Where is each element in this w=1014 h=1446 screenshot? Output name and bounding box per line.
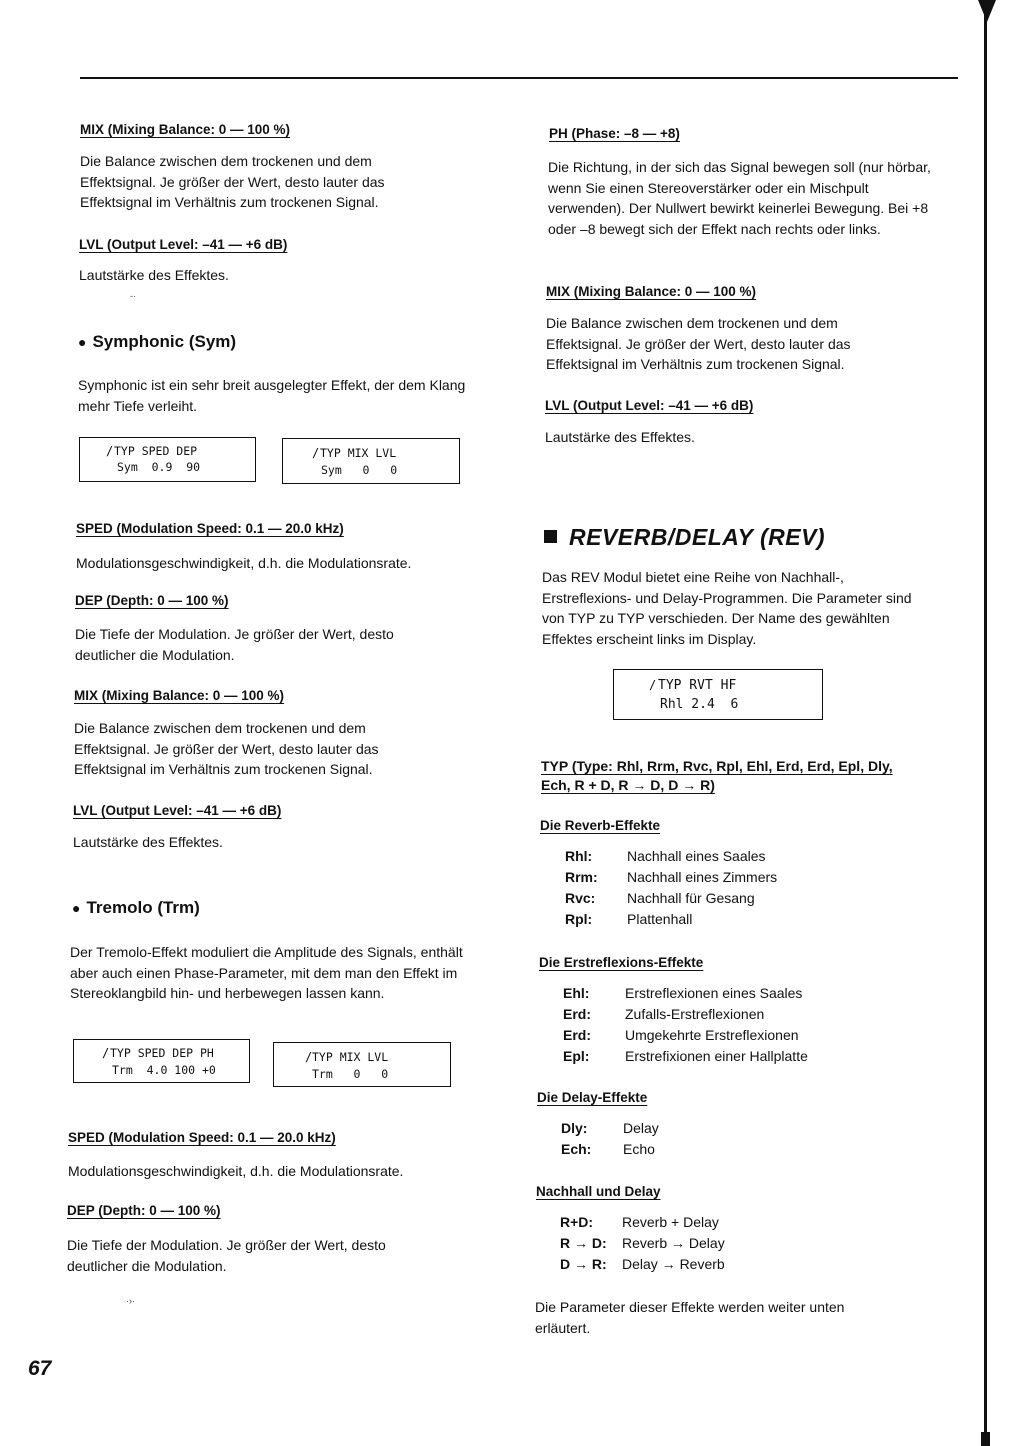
lcd-line-1: TYP SPED DEP [114,444,198,458]
reverb-and-delay-heading: Nachhall und Delay [536,1184,661,1199]
lvl-heading: LVL (Output Level: –41 — +6 dB) [545,398,754,413]
mix-heading: MIX (Mixing Balance: 0 — 100 %) [546,284,757,299]
page-edge-line [984,0,987,1446]
effect-code: Rhl: [565,848,593,864]
effect-description: Delay [623,1120,659,1136]
sped-heading: SPED (Modulation Speed: 0.1 — 20.0 kHz) [68,1130,336,1145]
page-number: 67 [28,1357,52,1380]
effect-code: Rpl: [565,911,593,927]
sped-description: Modulationsgeschwindigkeit, d.h. die Modulationsrate. [76,555,412,571]
effect-code: R+D: [560,1214,594,1230]
delay-effects-heading: Die Delay-Effekte [537,1090,648,1105]
lcd-line-1: TYP SPED DEP PH [110,1046,214,1060]
mix-heading: MIX (Mixing Balance: 0 — 100 %) [80,122,291,137]
effect-description: Nachhall eines Zimmers [627,869,778,885]
scan-speck: ·›· [126,1296,135,1306]
lcd-line-2: Sym 0 0 [321,463,398,477]
early-reflection-effects-heading: Die Erstreflexions-Effekte [539,955,704,970]
effect-code: Erd: [563,1027,591,1043]
typ-heading-line-1: TYP (Type: Rhl, Rrm, Rvc, Rpl, Ehl, Erd, Erd, Epl, Dly, [541,758,893,774]
symphonic-description: Symphonic ist ein sehr breit ausgelegter Effekt, der dem Klang mehr Tiefe verleiht. [78,377,466,414]
typ-heading-line-2: Ech, R + D, R → D, D → R) [541,777,715,793]
reverb-effects-list [565,848,865,932]
mix-description: Die Balance zwischen dem trockenen und dem Effektsignal. Je größer der Wert, desto lauter das Effektsignal im Verhältnis zum trockenen Signal. [546,315,851,372]
lcd-display-trm-speed [73,1039,250,1083]
effect-code: Erd: [563,1006,591,1022]
delay-effects-list [561,1120,861,1162]
page-edge-corner [978,0,996,22]
ph-description: Die Richtung, in der sich das Signal bewegen soll (nur hörbar, wenn Sie einen Stereoverstärker oder ein Mischpult verwenden). Der Nullwert bewirkt keinerlei Bewegung. Bei +8 oder –8 bewegt sich der Effekt nach rechts oder links. [548,159,931,237]
effect-description: Umgekehrte Erstreflexionen [625,1027,799,1043]
effect-code: Epl: [563,1048,590,1064]
dep-description: Die Tiefe der Modulation. Je größer der Wert, desto deutlicher die Modulation. [75,626,394,663]
closing-note: Die Parameter dieser Effekte werden weiter unten erläutert. [535,1299,845,1336]
lvl-description: Lautstärke des Effektes. [73,834,223,850]
square-bullet-icon [544,530,557,543]
lvl-description: Lautstärke des Effektes. [545,429,695,445]
bullet-icon: ● [78,334,87,350]
lcd-line-2: Rhl 2.4 6 [660,697,739,712]
dep-heading: DEP (Depth: 0 — 100 %) [75,593,229,608]
mix-heading: MIX (Mixing Balance: 0 — 100 %) [74,688,285,703]
sped-description: Modulationsgeschwindigkeit, d.h. die Modulationsrate. [68,1163,404,1179]
effect-code: Dly: [561,1120,588,1136]
effect-description: Reverb + Delay [622,1214,719,1230]
effect-description: Nachhall für Gesang [627,890,755,906]
ph-heading: PH (Phase: –8 — +8) [549,126,680,141]
mix-description: Die Balance zwischen dem trockenen und dem Effektsignal. Je größer der Wert, desto lauter das Effektsignal im Verhältnis zum trockenen Signal. [80,153,385,210]
lvl-heading: LVL (Output Level: –41 — +6 dB) [73,803,282,818]
effect-description: Delay → Reverb [622,1256,725,1272]
effect-description: Reverb → Delay [622,1235,725,1251]
lcd-line-2: Sym 0.9 90 [117,460,201,474]
effect-code: R → D: [560,1235,607,1251]
lvl-description: Lautstärke des Effektes. [79,267,229,283]
section-symphonic [78,332,236,352]
effect-description: Nachhall eines Saales [627,848,766,864]
effect-description: Erstrefixionen einer Hallplatte [625,1048,808,1064]
section-reverb-delay-title: REVERB/DELAY (REV) [569,524,826,550]
effect-code: D → R: [560,1256,607,1272]
sped-heading: SPED (Modulation Speed: 0.1 — 20.0 kHz) [76,521,344,536]
section-tremolo-title: Tremolo (Trm) [86,898,200,917]
lcd-line-1: TYP MIX LVL [312,1050,389,1064]
effect-description: Zufalls-Erstreflexionen [625,1006,765,1022]
lcd-display-sym-mix [282,438,460,484]
section-symphonic-title: Symphonic (Sym) [92,332,237,351]
effect-code: Rrm: [565,869,598,885]
effect-description: Echo [623,1141,655,1157]
effect-description: Plattenhall [627,911,693,927]
reverb-effects-heading: Die Reverb-Effekte [540,818,661,833]
bullet-icon: ● [72,900,81,916]
effect-description: Erstreflexionen eines Saales [625,985,803,1001]
lcd-display-sym-speed [79,437,256,482]
mix-description: Die Balance zwischen dem trockenen und dem Effektsignal. Je größer der Wert, desto lauter das Effektsignal im Verhältnis zum trockenen Signal. [74,720,379,777]
tremolo-description: Der Tremolo-Effekt moduliert die Amplitude des Signals, enthält aber auch einen Phase-Parameter, mit dem man den Effekt im Stereoklangbild hin- und herbewegen lassen kann. [70,944,463,1001]
lcd-line-2: Trm 0 0 [312,1067,389,1081]
lcd-cursor-icon: / [312,446,320,460]
effect-code: Ech: [561,1141,592,1157]
lcd-cursor-icon: / [305,1050,313,1064]
lcd-display-trm-mix [273,1042,451,1087]
rev-description: Das REV Modul bietet eine Reihe von Nachhall-, Erstreflexions- und Delay-Programmen. Die Parameter sind von TYP zu TYP verschieden. Der Name des gewählten Effektes erscheint links im Display. [542,569,912,647]
lcd-line-2: Trm 4.0 100 +0 [112,1063,216,1077]
lcd-cursor-icon: / [106,444,114,458]
reverb-and-delay-list [560,1214,860,1277]
lcd-display-rev [613,669,823,720]
page-edge-foot [981,1432,990,1446]
lvl-heading: LVL (Output Level: –41 — +6 dB) [79,237,288,252]
section-tremolo [72,898,200,918]
dep-heading: DEP (Depth: 0 — 100 %) [67,1203,221,1218]
effect-code: Ehl: [563,985,590,1001]
top-rule [80,77,958,79]
section-reverb-delay [544,524,825,551]
lcd-cursor-icon: / [649,678,657,692]
effect-code: Rvc: [565,890,596,906]
lcd-line-1: TYP RVT HF [658,678,737,693]
scan-speck: -· [130,291,136,301]
dep-description: Die Tiefe der Modulation. Je größer der Wert, desto deutlicher die Modulation. [67,1237,386,1274]
lcd-cursor-icon: / [102,1046,110,1060]
lcd-line-1: TYP MIX LVL [320,446,397,460]
early-reflection-effects-list [563,985,863,1069]
